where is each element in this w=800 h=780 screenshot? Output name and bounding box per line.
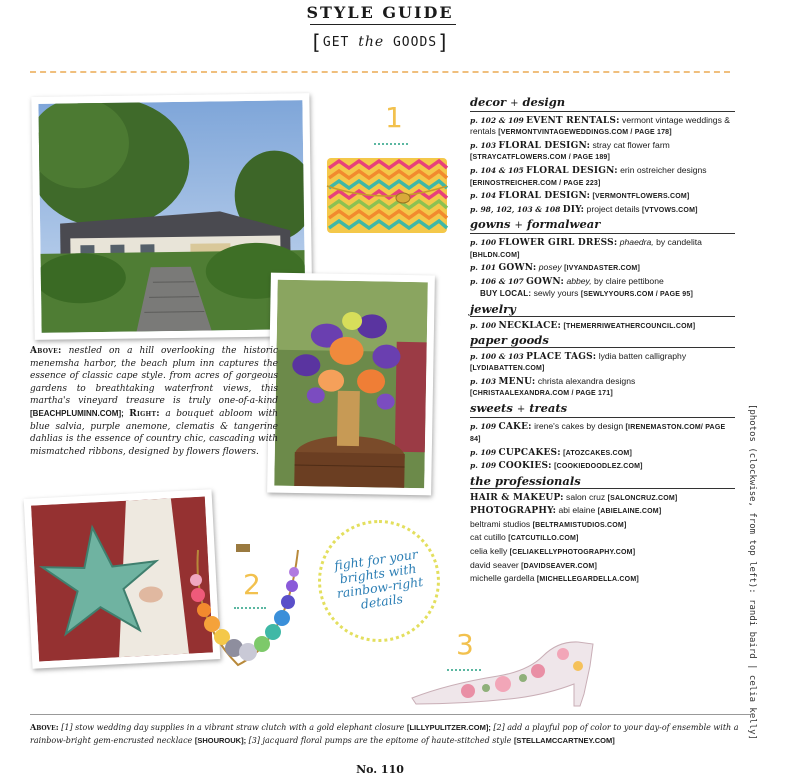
entry-source: [IRENEMASTON.COM/ PAGE 84] xyxy=(470,423,726,444)
entry-label: NECKLACE: xyxy=(498,320,562,331)
entry-text: michelle gardella xyxy=(470,573,535,584)
section-decor-design xyxy=(470,97,735,112)
entry-label: CAKE: xyxy=(498,421,532,432)
entry-label: CUPCAKES: xyxy=(498,447,561,458)
section-sweets-title-a: sweets xyxy=(470,401,513,416)
photo-credit: [photos (clockwise, from top left): randi baird | celia kelly] xyxy=(747,404,757,740)
list-item xyxy=(470,140,735,164)
entry-source: [STRAYCATFLOWERS.COM / PAGE 189] xyxy=(470,154,611,162)
list-item xyxy=(470,505,735,518)
entry-label: MENU: xyxy=(498,376,536,387)
caption-right-text: a bouquet abloom with blue salvia, purple anemone, clematis & tangerine dahlias is the essence of country chic, cascading with mismatched ribbons, designed by flowers flowers. xyxy=(30,408,278,457)
page-ref: p. 101 xyxy=(470,263,497,273)
entry-text-2: by claire pettibone xyxy=(594,275,664,286)
products-caption-source-3: [STELLAMCCARTNEY.COM] xyxy=(513,736,615,745)
page-title: STYLE GUIDE xyxy=(306,3,454,22)
entry-source: [IVYANDASTER.COM] xyxy=(564,265,640,273)
list-item xyxy=(470,376,735,400)
section-sweets-plus: + xyxy=(516,404,526,416)
floral-pump-image xyxy=(408,636,603,712)
list-item xyxy=(470,288,735,301)
list-item xyxy=(470,190,735,203)
subtitle-the: the xyxy=(358,34,385,50)
page-ref: p. 103 xyxy=(470,140,497,150)
bracket-open: [ xyxy=(309,30,323,54)
list-item xyxy=(470,115,735,139)
entry-label: PLACE TAGS: xyxy=(526,351,597,362)
list-item xyxy=(470,204,735,217)
entry-text: beltrami studios xyxy=(470,518,531,529)
list-item xyxy=(470,447,735,460)
section-paper-goods: paper goods xyxy=(470,335,735,348)
list-item xyxy=(470,165,735,189)
caption-above-text: nestled on a hill overlooking the historic menemsha harbor, the beach plum inn captures the essence of classic cape style. from acres of gorgeous gardens to breathtaking waterfront views, this martha's vineyard treasure is truly one-of-a-kind xyxy=(30,346,278,407)
page-ref: p. 98, 102, 103 & 108 xyxy=(470,204,561,214)
section-decor-plus: + xyxy=(510,98,519,109)
page-ref: p. 109 xyxy=(470,447,497,457)
photo-caption xyxy=(30,345,278,458)
products-caption-source-2: [SHOUROUK]; xyxy=(194,736,247,745)
entry-text-2: by candelita xyxy=(656,236,702,247)
list-item xyxy=(470,421,735,446)
entry-label: FLORAL DESIGN: xyxy=(498,140,591,151)
entry-label: GOWN: xyxy=(526,276,565,287)
entry-source: [CHRISTAALEXANDRA.COM / PAGE 171] xyxy=(470,390,613,398)
entry-text: abbey, xyxy=(566,275,592,286)
item-number-2-dots xyxy=(234,607,266,609)
page-ref: p. 100 xyxy=(470,237,497,247)
page-ref: p. 104 xyxy=(470,191,497,201)
page-ref: p. 109 xyxy=(470,461,497,471)
entry-label: EVENT RENTALS: xyxy=(526,115,620,126)
sources-column xyxy=(470,94,735,587)
list-item xyxy=(470,532,735,545)
entry-text: david seaver xyxy=(470,559,519,570)
callout-badge xyxy=(318,520,440,642)
entry-label: GOWN: xyxy=(498,263,537,274)
products-caption-label: Above: xyxy=(30,722,59,732)
entry-source: [VERMONTFLOWERS.COM] xyxy=(592,193,690,201)
subtitle-goods: GOODS xyxy=(392,35,438,50)
section-gowns-title-b: formalwear xyxy=(526,217,601,232)
entry-text: celia kelly xyxy=(470,546,508,556)
section-decor-title-a: decor xyxy=(470,95,507,109)
products-caption-item-2: [2] add a playful pop of color to your day-of ensemble with a rainbow-bright gem-encrusted necklace xyxy=(30,723,739,745)
straw-clutch-image xyxy=(325,156,450,240)
title-rule xyxy=(310,24,456,25)
entry-label: HAIR & MAKEUP: xyxy=(470,492,564,503)
necklace-image xyxy=(178,540,313,679)
list-item xyxy=(470,460,735,473)
section-sweets-treats xyxy=(470,403,735,418)
item-number-1: 1 xyxy=(385,101,403,134)
entry-source: [THEMERRIWEATHERCOUNCIL.COM] xyxy=(563,322,696,330)
entry-source: [ABIELAINE.COM] xyxy=(597,508,662,516)
entry-text: posey xyxy=(538,262,562,273)
entry-source: [DAVIDSEAVER.COM] xyxy=(521,562,597,570)
caption-above-label: Above: xyxy=(30,346,62,356)
entry-text: lydia batten calligraphy xyxy=(598,350,687,361)
entry-label: PHOTOGRAPHY: xyxy=(470,506,557,517)
entry-source: [SEWLYYOURS.COM / PAGE 95] xyxy=(580,291,694,299)
entry-source: [LYDIABATTEN.COM] xyxy=(470,365,545,373)
entry-label: DIY: xyxy=(562,204,585,215)
entry-label: COOKIES: xyxy=(498,461,552,472)
products-caption xyxy=(30,721,770,747)
products-caption-source-1: [LILLYPULITZER.COM]; xyxy=(406,723,491,732)
item-number-2: 2 xyxy=(243,568,261,601)
products-caption-item-1: [1] stow wedding day supplies in a vibrant straw clutch with a gold elephant closure xyxy=(61,723,405,732)
entry-text: abi elaine xyxy=(558,505,596,516)
page-ref: p. 104 & 105 xyxy=(470,165,524,175)
entry-label: BUY LOCAL: xyxy=(480,289,532,299)
entry-label: FLORAL DESIGN: xyxy=(498,191,591,202)
item-number-3: 3 xyxy=(456,628,474,661)
page-ref: p. 100 xyxy=(470,320,497,330)
list-item xyxy=(470,519,735,532)
list-item xyxy=(470,276,735,288)
entry-text: sewly yours xyxy=(533,288,579,299)
entry-text: phaedra, xyxy=(619,236,654,247)
section-professionals: the professionals xyxy=(470,476,735,489)
entry-source: [BHLDN.COM] xyxy=(470,251,520,259)
entry-source: [BELTRAMISTUDIOS.COM] xyxy=(532,521,627,529)
page-ref: p. 102 & 109 xyxy=(470,115,524,125)
section-jewelry: jewelry xyxy=(470,304,735,317)
entry-text: stray cat flower farm xyxy=(592,139,670,150)
callout-badge-text: fight for your brights with rainbow-right details xyxy=(333,546,425,612)
entry-text: project details xyxy=(586,203,640,214)
list-item xyxy=(470,262,735,275)
entry-source: [CELIAKELLYPHOTOGRAPHY.COM] xyxy=(509,549,636,556)
entry-text: salon cruz xyxy=(566,491,606,502)
section-decor-title-b: design xyxy=(522,95,566,109)
caption-right-label: Right: xyxy=(129,408,160,419)
caption-above-source: [BEACHPLUMINN.COM]; xyxy=(30,408,124,418)
section-gowns-title-a: gowns xyxy=(470,217,511,232)
page-ref: p. 103 xyxy=(470,376,497,386)
entry-source: [MICHELLEGARDELLA.COM] xyxy=(536,576,639,584)
subtitle-get: GET xyxy=(322,35,350,50)
header-divider xyxy=(30,71,730,73)
page-subtitle xyxy=(0,30,760,54)
list-item xyxy=(470,573,735,586)
bouquet-photo xyxy=(267,273,435,496)
list-item xyxy=(470,237,735,261)
entry-source: [VTVOWS.COM] xyxy=(641,206,698,214)
entry-text: cat cutillo xyxy=(470,532,506,543)
entry-text: vermont vintage weddings & rentals xyxy=(470,114,730,137)
entry-source: [CATCUTILLO.COM] xyxy=(508,535,579,543)
entry-source: [VERMONTVINTAGEWEDDINGS.COM / PAGE 178] xyxy=(498,129,672,137)
list-item xyxy=(470,320,735,333)
page-ref: p. 106 & 107 xyxy=(470,276,524,286)
list-item xyxy=(470,492,735,505)
entry-label: FLORAL DESIGN: xyxy=(526,165,618,176)
page-ref: p. 109 xyxy=(470,421,497,431)
products-caption-item-3: [3] jacquard floral pumps are the epitome of haute-stitched style xyxy=(248,736,512,745)
entry-source: [ERINOSTREICHER.COM / PAGE 223] xyxy=(470,179,601,187)
entry-source: [COOKIEDOODLEZ.COM] xyxy=(554,463,643,471)
page-number: No. 110 xyxy=(356,763,404,776)
entry-label: FLOWER GIRL DRESS: xyxy=(498,237,618,248)
entry-source: [ATOZCAKES.COM] xyxy=(563,449,632,457)
list-item xyxy=(470,546,735,559)
list-item xyxy=(470,351,735,375)
entry-source: [SALONCRUZ.COM] xyxy=(607,494,678,502)
section-gowns-formalwear xyxy=(470,219,735,234)
entry-text: erin ostreicher designs xyxy=(620,164,707,175)
page-ref: p. 100 & 103 xyxy=(470,351,524,361)
bottom-divider xyxy=(30,714,750,715)
entry-text: christa alexandra designs xyxy=(537,375,636,386)
item-number-1-dots xyxy=(374,143,408,145)
section-gowns-plus: + xyxy=(514,220,523,232)
entry-text: irene's cakes by design xyxy=(534,420,624,431)
list-item xyxy=(470,560,735,573)
bracket-close: ] xyxy=(437,30,451,54)
section-sweets-title-b: treats xyxy=(529,401,568,416)
